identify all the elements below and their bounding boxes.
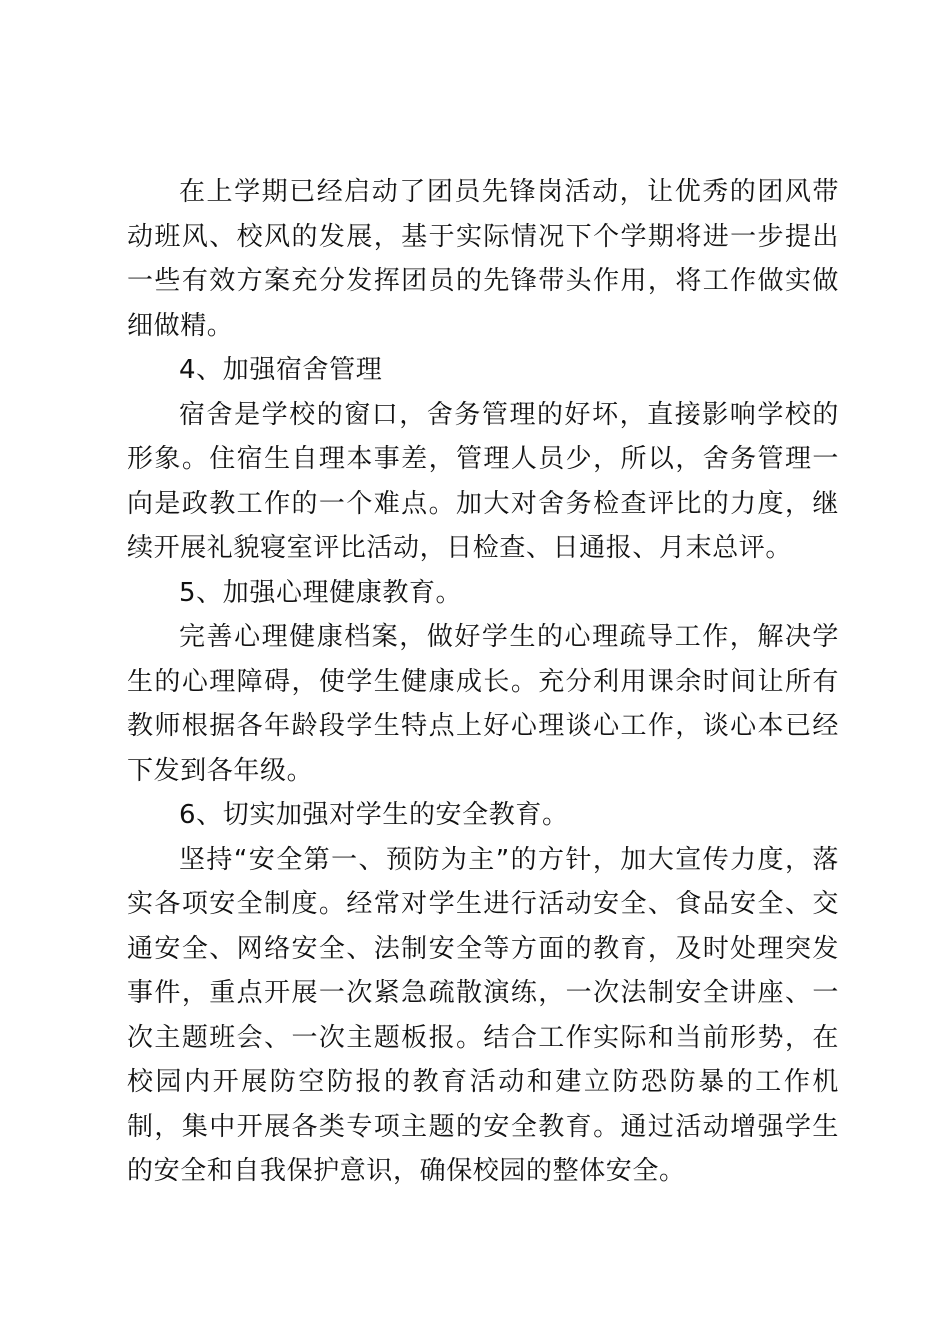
paragraph-league-pioneer: 在上学期已经启动了团员先锋岗活动，让优秀的团风带动班风、校风的发展，基于实际情况下个学期将进一步提出一些有效方案充分发挥团员的先锋带头作用，将工作做实做细做精。	[127, 177, 839, 341]
heading-safety-education: 6、切实加强对学生的安全教育。	[179, 800, 569, 830]
paragraph-mental-health: 完善心理健康档案，做好学生的心理疏导工作，解决学生的心理障碍，使学生健康成长。充分利用课余时间让所有教师根据各年龄段学生特点上好心理谈心工作，谈心本已经下发到各年级。	[127, 622, 839, 786]
document-body	[127, 170, 839, 1194]
heading-dormitory-management: 4、加强宿舍管理	[179, 355, 383, 385]
paragraph-dormitory: 宿舍是学校的窗口，舍务管理的好坏，直接影响学校的形象。住宿生自理本事差，管理人员少，所以，舍务管理一向是政教工作的一个难点。加大对舍务检查评比的力度，继续开展礼貌寝室评比活动，日检查、日通报、月末总评。	[127, 399, 839, 563]
paragraph-safety-education: 坚持“安全第一、预防为主”的方针，加大宣传力度，落实各项安全制度。经常对学生进行活动安全、食品安全、交通安全、网络安全、法制安全等方面的教育，及时处理突发事件，重点开展一次紧急疏散演练，一次法制安全讲座、一次主题班会、一次主题板报。结合工作实际和当前形势，在校园内开展防空防报的教育活动和建立防恐防暴的工作机制，集中开展各类专项主题的安全教育。通过活动增强学生的安全和自我保护意识，确保校园的整体安全。	[127, 844, 839, 1186]
heading-mental-health: 5、加强心理健康教育。	[179, 577, 463, 608]
